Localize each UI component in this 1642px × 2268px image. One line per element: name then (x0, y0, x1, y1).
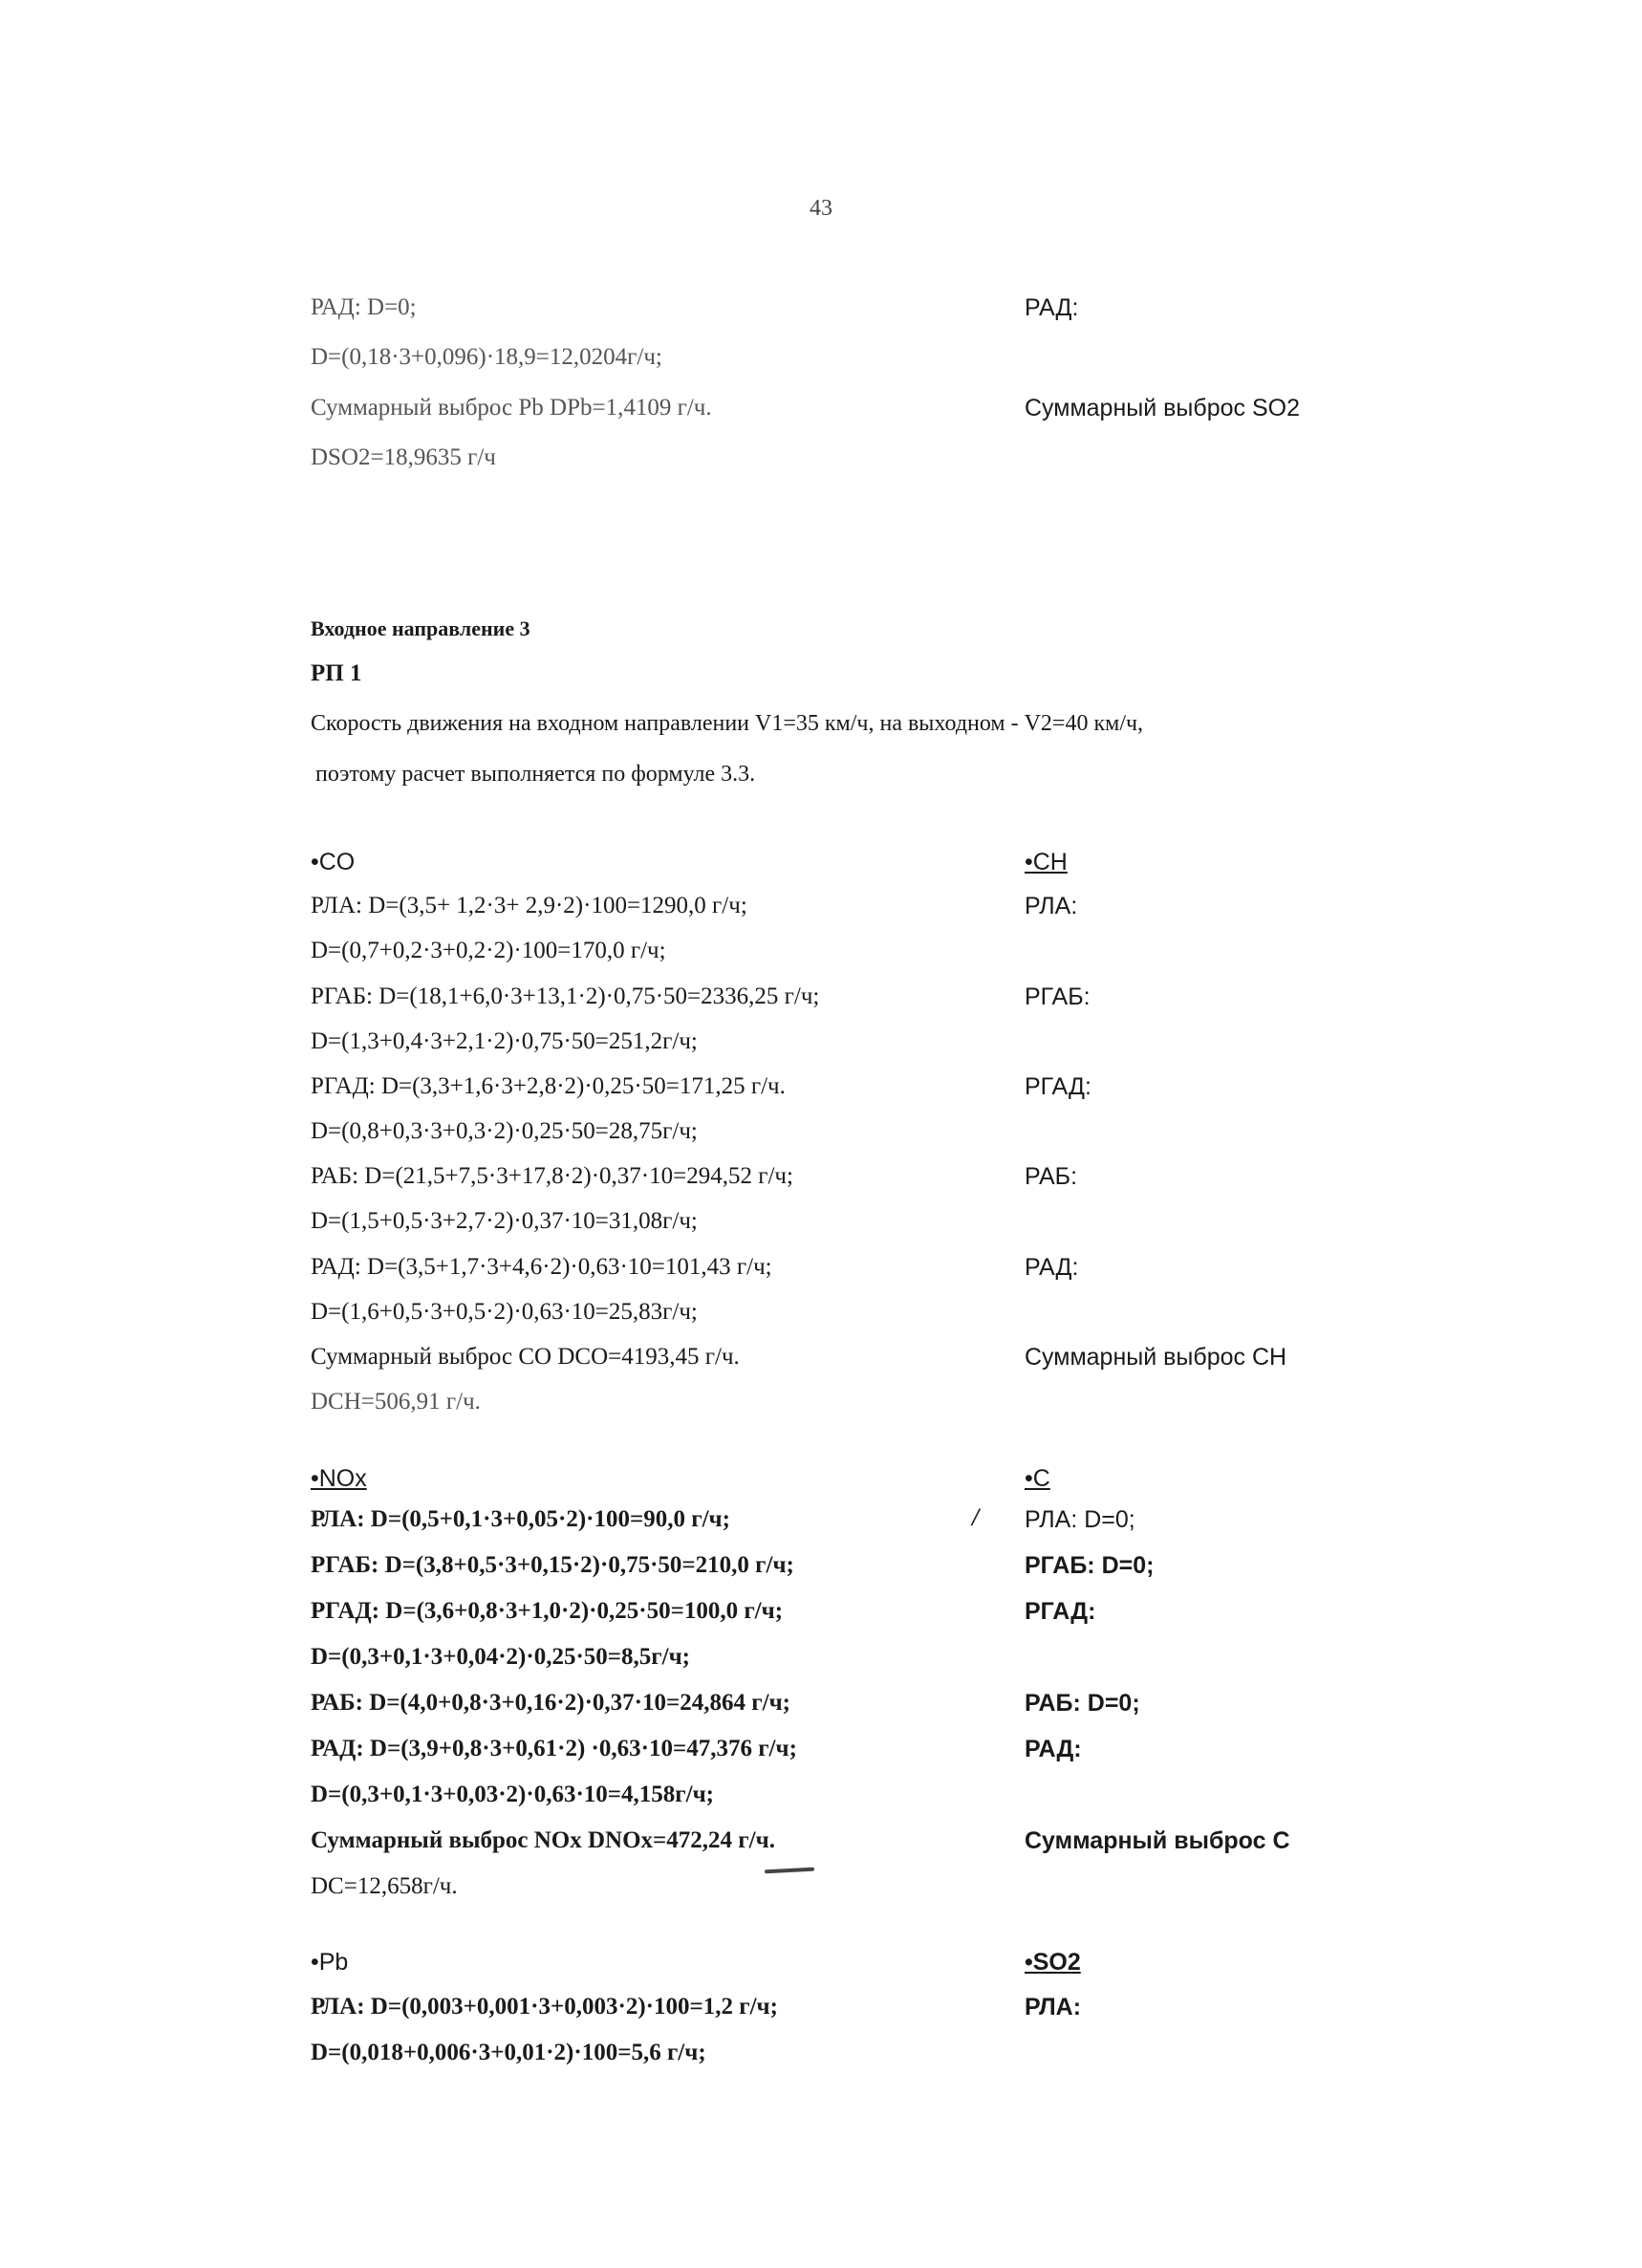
formula-line: РАД: D=(3,9+0,8·3+0,61·2) ·0,63·10=47,376 г/ч; (311, 1736, 797, 1761)
formula-line: РАБ: D=(4,0+0,8·3+0,16·2)·0,37·10=24,864 г/ч; (311, 1690, 790, 1716)
block-header-nox: •NOx (311, 1465, 367, 1492)
formula-line: D=(1,3+0,4·3+2,1·2)·0,75·50=251,2г/ч; (311, 1028, 698, 1054)
formula-line-right: РАБ: D=0; (1025, 1690, 1140, 1717)
formula-line: D=(1,5+0,5·3+2,7·2)·0,37·10=31,08г/ч; (311, 1208, 698, 1234)
formula-line: D=(0,7+0,2·3+0,2·2)·100=170,0 г/ч; (311, 938, 666, 963)
margin-mark: / (972, 1503, 980, 1531)
block-header-so2: •SO2 (1025, 1949, 1081, 1976)
section-title: Входное направление 3 (311, 616, 530, 640)
formula-line: РГАБ: D=(3,8+0,5·3+0,15·2)·0,75·50=210,0 г/ч; (311, 1552, 794, 1578)
formula-line: РАД: D=(3,5+1,7·3+4,6·2)·0,63·10=101,43 г/ч; (311, 1254, 772, 1280)
text-line: DSO2=18,9635 г/ч (311, 444, 496, 470)
block-header-pb: •Pb (311, 1949, 349, 1976)
formula-line: D=(0,3+0,1·3+0,03·2)·0,63·10=4,158г/ч; (311, 1782, 715, 1807)
summary-line-right: Суммарный выброс C (1025, 1827, 1290, 1854)
formula-line: РЛА: D=(3,5+ 1,2·3+ 2,9·2)·100=1290,0 г/ч; (311, 893, 747, 918)
formula-line: РАБ: D=(21,5+7,5·3+17,8·2)·0,37·10=294,52 г/ч; (311, 1163, 793, 1189)
formula-line-right: РГАБ: (1025, 983, 1091, 1010)
summary-line: Суммарный выброс CO DCO=4193,45 г/ч. (311, 1344, 740, 1370)
text-line-right: Суммарный выброс SO2 (1025, 395, 1300, 421)
formula-line: D=(0,3+0,1·3+0,04·2)·0,25·50=8,5г/ч; (311, 1644, 691, 1670)
block-header-ch: •CH (1025, 849, 1068, 875)
summary-line: Суммарный выброс NOx DNOx=472,24 г/ч. (311, 1827, 775, 1853)
formula-line-right: РАД: (1025, 1736, 1082, 1762)
text-line: D=(0,18·3+0,096)·18,9=12,0204г/ч; (311, 344, 662, 370)
formula-line: РГАД: D=(3,6+0,8·3+1,0·2)·0,25·50=100,0 г/ч; (311, 1598, 784, 1624)
formula-line-right: РЛА: (1025, 893, 1078, 919)
formula-line-right: РГАБ: D=0; (1025, 1552, 1155, 1579)
formula-line-right: РАД: (1025, 1254, 1079, 1281)
summary-line-right: Суммарный выброс CH (1025, 1344, 1287, 1371)
text-line-right: РАД: (1025, 294, 1079, 321)
paragraph-line: поэтому расчет выполняется по формуле 3.3. (315, 762, 756, 787)
page-number: 43 (810, 196, 832, 221)
formula-line: D=(0,8+0,3·3+0,3·2)·0,25·50=28,75г/ч; (311, 1118, 698, 1144)
summary-line: DC=12,658г/ч. (311, 1873, 458, 1899)
formula-line: РЛА: D=(0,5+0,1·3+0,05·2)·100=90,0 г/ч; (311, 1506, 730, 1532)
block-header-c: •C (1025, 1465, 1050, 1492)
paragraph-line: Скорость движения на входном направлении V1=35 км/ч, на выходном - V2=40 км/ч, (311, 711, 1144, 736)
summary-line: DCH=506,91 г/ч. (311, 1389, 481, 1415)
formula-line: D=(0,018+0,006·3+0,01·2)·100=5,6 г/ч; (311, 2040, 706, 2065)
formula-line: РГАД: D=(3,3+1,6·3+2,8·2)·0,25·50=171,25 г/ч. (311, 1073, 786, 1099)
block-header-co: •CO (311, 849, 356, 875)
formula-line-right: РЛА: D=0; (1025, 1506, 1135, 1533)
text-line: Суммарный выброс Pb DPb=1,4109 г/ч. (311, 395, 712, 421)
formula-line-right: РГАД: (1025, 1598, 1096, 1625)
text-line: РАД: D=0; (311, 294, 417, 320)
formula-line: D=(1,6+0,5·3+0,5·2)·0,63·10=25,83г/ч; (311, 1299, 698, 1325)
section-subtitle: РП 1 (311, 660, 362, 686)
formula-line-right: РЛА: (1025, 1994, 1082, 2020)
formula-line: РГАБ: D=(18,1+6,0·3+13,1·2)·0,75·50=2336,25 г/ч; (311, 983, 820, 1009)
formula-line: РЛА: D=(0,003+0,001·3+0,003·2)·100=1,2 г/ч; (311, 1994, 778, 2020)
formula-line-right: РАБ: (1025, 1163, 1078, 1190)
formula-line-right: РГАД: (1025, 1073, 1091, 1100)
